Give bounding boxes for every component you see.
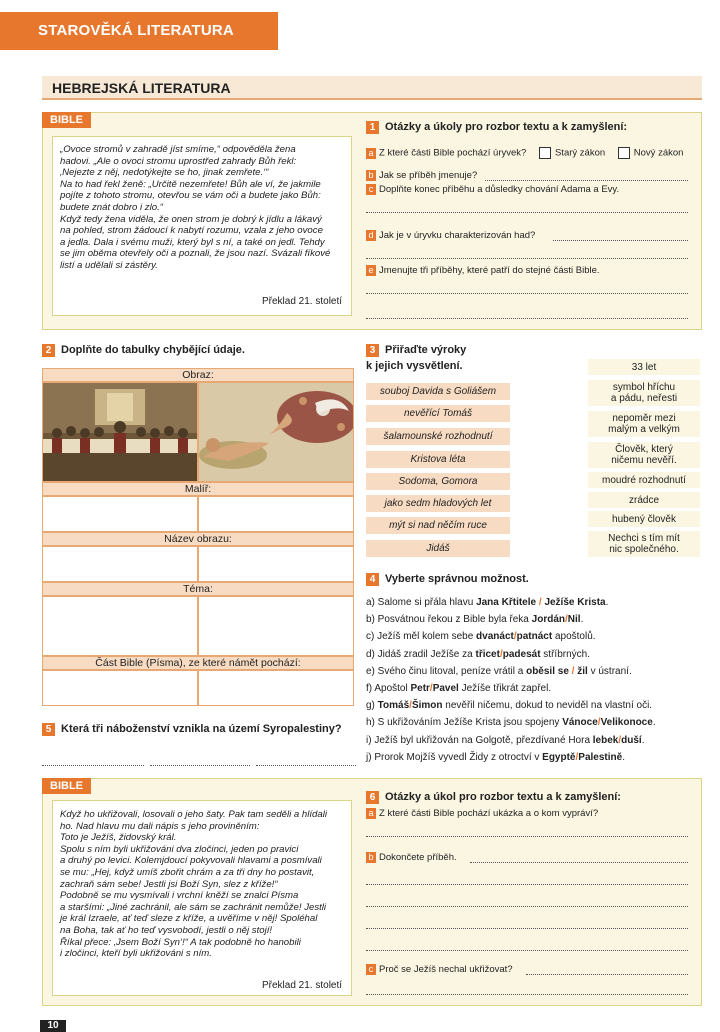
creation-of-adam-painting-icon (199, 383, 353, 481)
q1b-letter: b (366, 170, 376, 181)
cell-bible-part-1[interactable] (42, 670, 198, 706)
meaning-nepomer[interactable]: nepoměr mezi malým a velkým (588, 411, 700, 437)
q6b-line (366, 852, 457, 863)
q4-item-c: c) Ježíš měl kolem sebe dvanáct/patnáct apoštolů. (366, 631, 596, 643)
q1c-text: Doplňte konec příběhu a důsledky chování Adama a Evy. (379, 184, 620, 195)
q1a-opt2: Nový zákon (633, 147, 684, 159)
q1a-text: Z které části Bible pochází úryvek? (379, 147, 527, 159)
cell-painter-1[interactable] (42, 496, 198, 532)
phrase-nevericí-tomas[interactable]: nevěřící Tomáš (366, 405, 510, 422)
option[interactable]: Petr (410, 683, 430, 695)
phrase-sodoma-gomora[interactable]: Sodoma, Gomora (366, 473, 510, 490)
bible-tag-2: BIBLE (42, 778, 91, 794)
table-head-tema: Téma: (42, 582, 354, 596)
q1a-opt1: Starý zákon (554, 147, 606, 159)
q4-list (366, 594, 706, 766)
q1d-line (366, 230, 535, 241)
phrase-myt-ruce[interactable]: mýt si nad něčím ruce (366, 517, 510, 534)
checkbox-stary-zakon[interactable] (539, 147, 551, 159)
option[interactable]: lebek (592, 734, 619, 746)
answer-line-q6b-5[interactable] (366, 950, 688, 951)
option[interactable]: padesát (502, 648, 541, 660)
q6-number: 6 (366, 791, 379, 804)
q4-item-g: g) Tomáš/Šimon nevěřil ničemu, dokud to neviděl na vlastní oči. (366, 700, 653, 712)
q1a-letter: a (366, 148, 376, 159)
option[interactable]: Vánoce (562, 717, 598, 729)
q1a-line (366, 147, 683, 159)
q4-title: Vyberte správnou možnost. (385, 573, 529, 585)
q1d-text: Jak je v úryvku charakterizován had? (379, 230, 536, 241)
q4-item-d: d) Jidáš zradil Ježíše za třicet/padesát stříbrných. (366, 648, 590, 660)
phrase-jidas[interactable]: Jidáš (366, 540, 510, 557)
phrase-david-goliath[interactable]: souboj Davida s Goliášem (366, 383, 510, 400)
q4-item-h: h) S ukřižováním Ježíše Krista jsou spojeny Vánoce/Velikonoce. (366, 717, 656, 729)
q6c-line (366, 964, 513, 975)
meaning-zradce[interactable]: zrádce (588, 492, 700, 508)
option[interactable]: oběsil se (526, 665, 569, 677)
q1d-letter: d (366, 230, 376, 241)
q1b-text: Jak se příběh jmenuje? (379, 170, 478, 181)
q1c-letter: c (366, 184, 376, 195)
cell-painting-2 (198, 382, 354, 482)
meaning-symbol-hrichu[interactable]: symbol hříchu a pádu, neřesti (588, 380, 700, 406)
answer-line-q5-3[interactable] (256, 765, 356, 766)
q4-number: 4 (366, 573, 379, 586)
meaning-nechci[interactable]: Nechci s tím mít nic společného. (588, 531, 700, 557)
answer-line-q6c[interactable] (526, 974, 688, 975)
option[interactable]: Nil (567, 614, 581, 626)
answer-line-q1d-2[interactable] (366, 258, 688, 259)
option[interactable]: Velikonoce (600, 717, 653, 729)
q1-title: Otázky a úkoly pro rozbor textu a k zamyšlení: (385, 121, 628, 133)
bible-source-2: Překlad 21. století (262, 980, 343, 991)
cell-painter-2[interactable] (198, 496, 354, 532)
q1-heading (366, 121, 627, 134)
q4-item-j: j) Prorok Mojžíš vyvedl Židy z otroctví v Egyptě/Palestině. (366, 751, 625, 763)
option[interactable]: Ježíše Krista (544, 597, 606, 608)
q3-heading (366, 344, 466, 357)
q4-item-i: i) Ježíš byl ukřižován na Golgotě, přezdívané Hora lebek/duší. (366, 734, 645, 746)
bible-tag-1: BIBLE (42, 112, 91, 128)
bible-source-1: Překlad 21. století (262, 296, 343, 307)
q2-number: 2 (42, 344, 55, 357)
q3-number: 3 (366, 344, 379, 357)
table-head-obraz: Obraz: (42, 368, 354, 382)
q4-item-f: f) Apoštol Petr/Pavel Ježíše třikrát zapřel. (366, 683, 552, 695)
answer-line-q1b[interactable] (485, 180, 688, 181)
last-supper-painting-icon (43, 383, 197, 481)
q1-number: 1 (366, 121, 379, 134)
cell-title-2[interactable] (198, 546, 354, 582)
q5-number: 5 (42, 723, 55, 736)
answer-line-q5-1[interactable] (42, 765, 144, 766)
q3-title-1: Přiřaďte výroky (385, 344, 467, 356)
q4-item-a: a) Salome si přála hlavu Jana Křtitele / Ježíše Krista. (366, 597, 609, 608)
meaning-clovek-neveri[interactable]: Člověk, který ničemu nevěří. (588, 442, 700, 468)
phrase-salamounske[interactable]: šalamounské rozhodnutí (366, 428, 510, 445)
phrase-sedm-let[interactable]: jako sedm hladových let (366, 495, 510, 512)
answer-line-q1c[interactable] (366, 212, 688, 213)
option[interactable]: Egyptě (542, 751, 576, 763)
answer-line-q6b-3[interactable] (366, 906, 688, 907)
q1e-letter: e (366, 265, 376, 276)
option[interactable]: Jordán (531, 614, 565, 626)
answer-line-q1e-2[interactable] (366, 318, 688, 319)
cell-painting-1 (42, 382, 198, 482)
answer-line-q1d[interactable] (553, 240, 688, 241)
q4-item-e: e) Svého činu litoval, peníze vrátil a oběsil se / žil v ústraní. (366, 665, 632, 677)
q5-title: Která tři náboženství vznikla na území Syropalestiny? (61, 723, 342, 735)
meaning-33-let[interactable]: 33 let (588, 359, 700, 375)
chapter-banner: STAROVĚKÁ LITERATURA (0, 12, 278, 50)
checkbox-novy-zakon[interactable] (618, 147, 630, 159)
q6a-line (366, 808, 598, 819)
q2-title: Doplňte do tabulky chybějící údaje. (61, 344, 245, 356)
q6c-letter: c (366, 964, 376, 975)
q6b-text: Dokončete příběh. (379, 852, 457, 863)
answer-line-q5-2[interactable] (150, 765, 250, 766)
section-title: HEBREJSKÁ LITERATURA (42, 76, 702, 100)
answer-line-q6c-2[interactable] (366, 994, 688, 995)
option[interactable]: Palestině (578, 751, 623, 763)
option[interactable]: Pavel (432, 683, 459, 695)
option[interactable]: patnáct (516, 631, 553, 643)
meaning-moudre[interactable]: moudré rozhodnutí (588, 472, 700, 488)
answer-line-q6b-2[interactable] (366, 884, 688, 885)
q1e-line (366, 265, 600, 276)
cell-theme-1[interactable] (42, 596, 198, 656)
option[interactable]: duší (621, 734, 642, 746)
bible-quote-2: Když ho ukřižovali, losovali o jeho šaty. Pak tam seděli a hlídali ho. Nad hlavu mu dali nápis s jeho proviněním: Toto je Ježíš, židovský král. Spolu s ním byli ukřižováni dva zločinci, jeden po pravici a druhý po levici. Kolemjdoucí pokyvovali hlavami a posmívali se mu: „Hej, když umíš zbořit chrám a za tři dny ho postavit, zachraň sám sebe! Jestli jsi Boží Syn, slez z kříže!“ Podobně se mu vysmívali i vrchní kněží se znalci Písma a staršími: „Jiné zachránil, ale sám se zachránit nemůže! Jestli je král Izraele, ať teď sleze z kříže, a uvěříme v něj! Spoléhal na Boha, tak ať ho teď vysvobodí, jestli o něj stojí! Říkal přece: ‚Jsem Boží Syn‘!“ A tak podobně ho hanobili i zločinci, kteří byli ukřižováni s ním. (60, 809, 327, 960)
answer-line-q6b[interactable] (470, 862, 688, 863)
answer-line-q6b-4[interactable] (366, 928, 688, 929)
option[interactable]: dvanáct (476, 631, 514, 643)
cell-theme-2[interactable] (198, 596, 354, 656)
answer-line-q1e[interactable] (366, 293, 688, 294)
table-head-cast-bible: Část Bible (Písma), ze které námět pochází: (42, 656, 354, 670)
q6b-letter: b (366, 852, 376, 863)
q3-title-2: k jejich vysvětlení. (366, 360, 463, 372)
phrase-kristova-leta[interactable]: Kristova léta (366, 451, 510, 468)
option[interactable]: Šimon (411, 700, 443, 712)
q6-heading (366, 791, 621, 804)
table-head-malir: Malíř: (42, 482, 354, 496)
q4-heading (366, 573, 529, 586)
q6a-text: Z které části Bible pochází ukázka a o kom vypráví? (379, 808, 599, 819)
q1c-line (366, 184, 619, 195)
answer-line-q6a[interactable] (366, 836, 688, 837)
q1b-line (366, 170, 477, 181)
q5-heading (42, 723, 342, 736)
q6c-text: Proč se Ježíš nechal ukřižovat? (379, 964, 513, 975)
option[interactable]: žil (577, 665, 588, 677)
meaning-hubeny[interactable]: hubený člověk (588, 511, 700, 527)
q2-heading (42, 344, 245, 357)
q1e-text: Jmenujte tři příběhy, které patří do stejné části Bible. (379, 265, 600, 276)
option[interactable]: Jana Křtitele (476, 597, 537, 608)
q4-item-b: b) Posvátnou řekou z Bible byla řeka Jordán/Nil. (366, 614, 584, 626)
table-head-nazev: Název obrazu: (42, 532, 354, 546)
cell-bible-part-2[interactable] (198, 670, 354, 706)
option[interactable]: třicet (475, 648, 500, 660)
bible-quote-1: „Ovoce stromů v zahradě jíst smíme,“ odpověděla žena hadovi. „Ale o ovoci stromu uprostřed zahrady Bůh řekl: ‚Nejezte z něj, nedotýkejte se ho, jinak zemřete.‘“ Na to had řekl ženě: „Určitě nezemřete! Bůh ale ví, že jakmile pojíte z tohoto stromu, otevřou se vám oči a budete jako Bůh: budete znát dobro i zlo.“ Když tedy žena viděla, že onen strom je dobrý k jídlu a lákavý na pohled, strom žádoucí k nabytí rozumu, vzala z jeho ovoce a jedla. Dala i svému muži, který byl s ní, a také on jedl. Tehdy se jim oběma otevřely oči a poznali, že jsou nazí. Svázali fíkové listí a udělali si zástěry. (60, 144, 331, 271)
cell-title-1[interactable] (42, 546, 198, 582)
q6a-letter: a (366, 808, 376, 819)
option[interactable]: Tomáš (377, 700, 410, 712)
page-number: 10 (40, 1020, 66, 1032)
q6-title: Otázky a úkol pro rozbor textu a k zamyšlení: (385, 791, 621, 803)
